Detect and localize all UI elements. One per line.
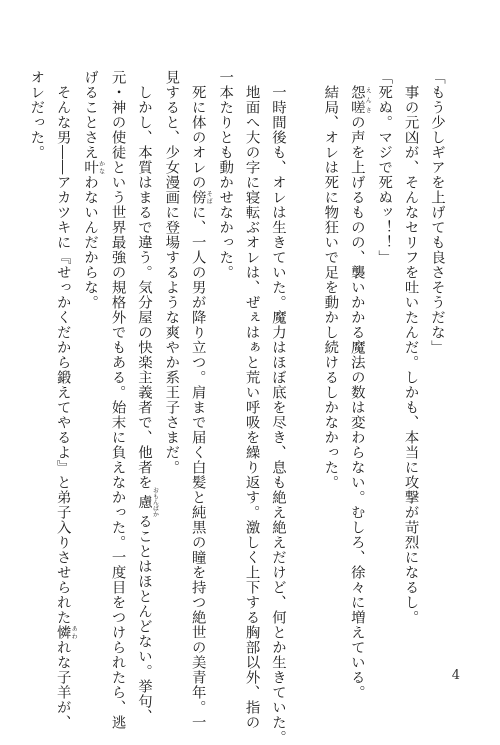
text-line: 死に体のオレの傍 そばに、一人の男が降り立つ。肩まで届く白髪と純黒の瞳を持つ絶世の美青年。一 — [189, 70, 213, 730]
text-line: 事の元凶が、そんなセリフを吐いたんだ。しかも、本当に攻撃が苛烈になるし。 — [402, 70, 419, 625]
ruby-word: 傍 そば — [189, 190, 213, 205]
ruby-word: 憐 あわ — [54, 624, 78, 640]
text-line: 地面へ大の字に寝転ぶオレは、ぜぇはぁと荒い呼吸を繰り返す。激しく上下する胸部以外、指の — [243, 70, 260, 730]
text-line: しかし、本質はまるで違う。気分屋の快楽主義者で、他者を慮 おもんぱかることはほとんどない。挙句、 — [135, 70, 159, 724]
text-line: 見すると、少女漫画に登場するような爽やか系王子さまだ。 — [163, 70, 180, 475]
text-line: 一時間後も、オレは生きていた。魔力はほぼ底を尽き、息も絶え絶えだけど、何とか生きていた。 — [269, 70, 286, 745]
text-line: 「死ぬ。マジで死ぬッ！！」 — [376, 70, 393, 265]
text-line: 怨嗟 えんさの声を上げるものの、襲いかかる魔法の数は変わらない。むしろ、徐々に増えている。 — [348, 85, 372, 700]
text-line: 結局、オレは死に物狂いで足を動かし続けるしかなかった。 — [322, 70, 339, 490]
text-line: 一本たりとも動かせなかった。 — [217, 70, 234, 280]
page-number: 4 — [451, 668, 460, 683]
text-line: そんな男――アカツキに『せっかくだから鍛えてやるよ』と弟子入りさせられた憐 あわれな子羊が、 — [54, 70, 78, 730]
ruby-word: 慮 おもんぱか — [135, 487, 159, 517]
ruby-word: 叶 かな — [82, 160, 105, 175]
text-line: オレだった。 — [28, 70, 45, 160]
vertical-text-body — [28, 70, 450, 745]
text-line: 元・神の使徒という世界最強の規格外でもある。始末に負えなかった。一度目をつけられたら、逃 — [109, 70, 126, 730]
ruby-word: 怨嗟 えんさ — [348, 85, 372, 115]
section-break — [291, 70, 317, 640]
text-line: 「もう少しギアを上げても良さそうだな」 — [429, 70, 445, 355]
text-line: げることさえ叶 かなわないんだからな。 — [82, 70, 105, 310]
